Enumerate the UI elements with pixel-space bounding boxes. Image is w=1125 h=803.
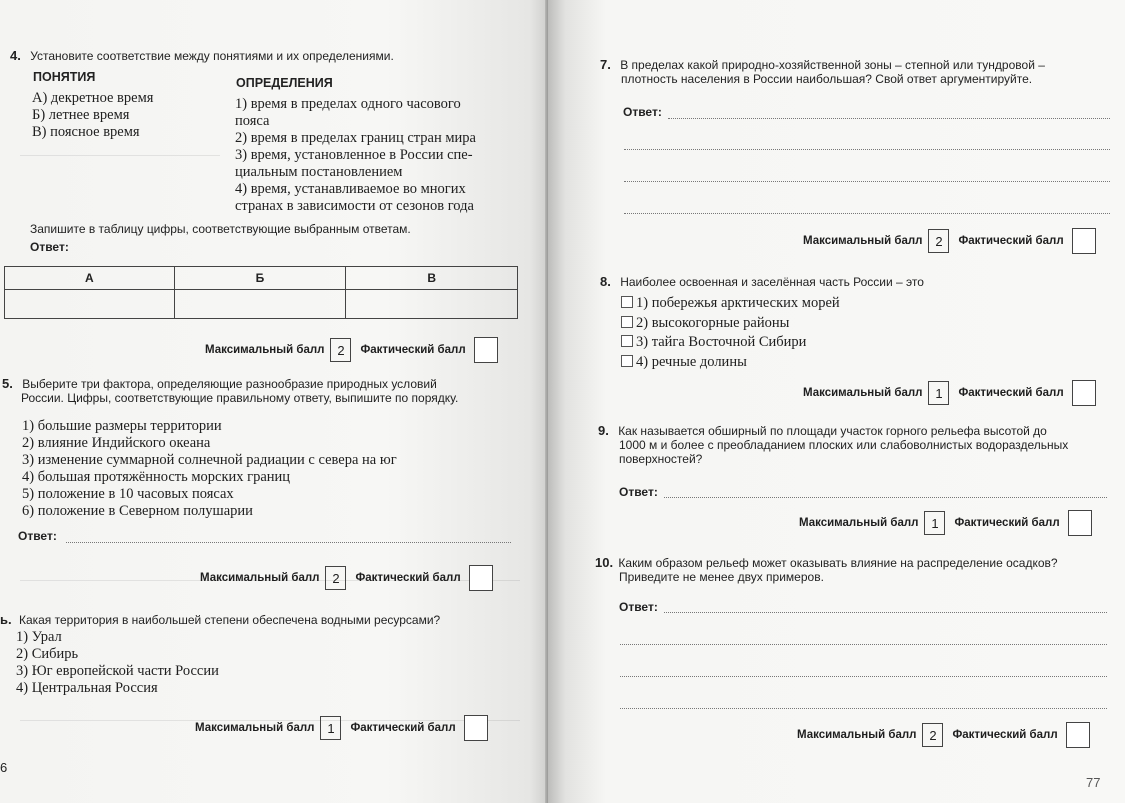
q4-definition-line: циальным постановлением: [235, 164, 403, 180]
q9-header: [598, 424, 1118, 466]
q7-answer-line[interactable]: [624, 181, 1110, 182]
q5-number: 5.: [2, 376, 13, 391]
q4-answer-cell-b[interactable]: [174, 290, 346, 319]
q7-answer-line[interactable]: [624, 149, 1110, 150]
q7-prompt-line1: В пределах какой природно-хозяйственной зоны – степной или тундровой –: [620, 58, 1045, 72]
q8-option[interactable]: 2) высокогорные районы: [621, 314, 840, 334]
q5-option: 1) большие размеры территории: [22, 418, 222, 434]
q7-number: 7.: [600, 57, 611, 72]
q6-number: ь.: [0, 612, 12, 627]
q5-option: 5) положение в 10 часовых поясах: [22, 486, 234, 502]
max-score-value: 1: [924, 511, 945, 535]
q5-score-row: [200, 565, 493, 591]
q4-definition-line: 4) время, устанавливаемое во многих: [235, 181, 466, 197]
max-score-value: 2: [330, 338, 351, 362]
q10-prompt-line1: Каким образом рельеф может оказывать влияние на распределение осадков?: [618, 556, 1058, 570]
q10-prompt-line2: Приведите не менее двух примеров.: [619, 570, 824, 584]
q4-concept-item: Б) летнее время: [32, 107, 130, 123]
max-score-label: Максимальный балл: [803, 235, 923, 247]
actual-score-box[interactable]: [1072, 380, 1096, 406]
q4-definition-line: 1) время в пределах одного часового: [235, 96, 461, 112]
max-score-value: 1: [928, 381, 949, 405]
max-score-label: Максимальный балл: [205, 344, 325, 356]
q4-definition-line: странах в зависимости от сезонов года: [235, 198, 474, 214]
q4-table-header-b: Б: [174, 267, 346, 290]
checkbox[interactable]: [621, 296, 633, 308]
q6-header: [0, 612, 440, 627]
actual-score-box[interactable]: [474, 337, 498, 363]
max-score-label: Максимальный балл: [799, 517, 919, 529]
actual-score-box[interactable]: [1068, 510, 1092, 536]
q4-header: [10, 48, 394, 63]
q4-number: 4.: [10, 48, 21, 63]
q5-prompt-line1: Выберите три фактора, определяющие разнообразие природных условий: [22, 377, 437, 391]
q6-prompt: Какая территория в наибольшей степени обеспечена водными ресурсами?: [18, 613, 441, 627]
q4-concept-item: В) поясное время: [32, 124, 140, 140]
q4-answer-cell-a[interactable]: [5, 290, 175, 319]
show-through-line: [20, 155, 220, 156]
q6-option: 3) Юг европейской части России: [16, 663, 219, 679]
q4-concepts-list: [32, 90, 153, 141]
max-score-label: Максимальный балл: [797, 729, 917, 741]
q8-options-list: [621, 294, 840, 372]
q4-definition-line: 2) время в пределах границ стран мира: [235, 130, 476, 146]
max-score-label: Максимальный балл: [195, 722, 315, 734]
q4-answer-label: Ответ:: [30, 240, 69, 254]
q9-prompt-line3: поверхностей?: [619, 452, 703, 466]
q10-header: [595, 556, 1115, 584]
q10-number: 10.: [595, 555, 614, 570]
actual-score-label: Фактический балл: [355, 572, 461, 584]
q5-option: 3) изменение суммарной солнечной радиации с севера на юг: [22, 452, 397, 468]
q9-answer-label: Ответ:: [619, 485, 658, 499]
q7-score-row: [803, 228, 1096, 254]
q8-option[interactable]: 4) речные долины: [621, 353, 840, 373]
q10-answer-label: Ответ:: [619, 600, 658, 614]
q9-prompt-line2: 1000 м и более с преобладанием плоских или слабоволнистых водораздельных: [619, 438, 1069, 452]
q10-answer-line[interactable]: [620, 708, 1107, 709]
q6-options-list: [16, 629, 219, 697]
q4-answer-table: [4, 266, 518, 319]
q8-option[interactable]: 3) тайга Восточной Сибири: [621, 333, 840, 353]
max-score-label: Максимальный балл: [803, 387, 923, 399]
right-page-number: 77: [1086, 775, 1101, 790]
q5-header: [2, 377, 522, 405]
q5-prompt-line2: России. Цифры, соответствующие правильному ответу, выпишите по порядку.: [21, 391, 459, 405]
actual-score-label: Фактический балл: [350, 722, 456, 734]
q5-option: 6) положение в Северном полушарии: [22, 503, 253, 519]
actual-score-label: Фактический балл: [952, 729, 1058, 741]
q6-score-row: [195, 715, 488, 741]
q5-option: 2) влияние Индийского океана: [22, 435, 211, 451]
q7-answer-line[interactable]: [668, 118, 1110, 119]
max-score-value: 2: [325, 566, 346, 590]
q9-answer-line[interactable]: [664, 497, 1107, 498]
actual-score-box[interactable]: [469, 565, 493, 591]
q4-definition-line: пояса: [235, 113, 270, 129]
actual-score-box[interactable]: [1072, 228, 1096, 254]
q4-prompt: Установите соответствие между понятиями и их определениями.: [30, 49, 394, 63]
q10-answer-line[interactable]: [620, 676, 1107, 677]
q4-score-row: [205, 337, 498, 363]
q5-answer-label: Ответ:: [18, 529, 57, 543]
q8-score-row: [803, 380, 1096, 406]
q5-option: 4) большая протяжённость морских границ: [22, 469, 291, 485]
max-score-value: 2: [928, 229, 949, 253]
q4-table-header-c: В: [346, 267, 518, 290]
q4-definitions-list: [235, 96, 530, 215]
q10-score-row: [797, 722, 1090, 748]
checkbox[interactable]: [621, 335, 633, 347]
checkbox[interactable]: [621, 316, 633, 328]
q4-concepts-header: ПОНЯТИЯ: [33, 70, 96, 84]
q6-option: 4) Центральная Россия: [16, 680, 158, 696]
q7-header: [600, 58, 1120, 86]
q10-answer-line[interactable]: [664, 612, 1107, 613]
q6-option: 1) Урал: [16, 629, 62, 645]
max-score-value: 2: [922, 723, 943, 747]
q9-number: 9.: [598, 423, 609, 438]
q10-answer-line[interactable]: [620, 644, 1107, 645]
actual-score-label: Фактический балл: [954, 517, 1060, 529]
max-score-label: Максимальный балл: [200, 572, 320, 584]
q8-number: 8.: [600, 274, 611, 289]
left-page-number: 6: [0, 760, 8, 775]
q5-answer-line[interactable]: [66, 542, 511, 543]
q7-prompt-line2: плотность населения в России наибольшая? Свой ответ аргументируйте.: [621, 72, 1033, 86]
q4-table-header-a: А: [5, 267, 175, 290]
actual-score-box[interactable]: [1066, 722, 1090, 748]
q5-options-list: [22, 418, 397, 520]
max-score-value: 1: [320, 716, 341, 740]
actual-score-label: Фактический балл: [958, 387, 1064, 399]
q4-answer-cell-c[interactable]: [346, 290, 518, 319]
right-page: [548, 0, 1125, 803]
q4-instruction: Запишите в таблицу цифры, соответствующие выбранным ответам.: [30, 222, 411, 236]
left-page: [0, 0, 552, 803]
actual-score-label: Фактический балл: [360, 344, 466, 356]
q8-prompt: Наиболее освоенная и заселённая часть России – это: [620, 275, 924, 289]
q6-option: 2) Сибирь: [16, 646, 79, 662]
actual-score-label: Фактический балл: [958, 235, 1064, 247]
q7-answer-line[interactable]: [624, 213, 1110, 214]
actual-score-box[interactable]: [464, 715, 488, 741]
q8-option[interactable]: 1) побережья арктических морей: [621, 294, 840, 314]
q9-prompt-line1: Как называется обширный по площади участок горного рельефа высотой до: [618, 424, 1047, 438]
checkbox[interactable]: [621, 355, 633, 367]
q9-score-row: [799, 510, 1092, 536]
q4-concept-item: А) декретное время: [32, 90, 154, 106]
q4-definitions-header: ОПРЕДЕЛЕНИЯ: [236, 76, 333, 90]
q8-header: [600, 274, 924, 289]
q4-definition-line: 3) время, установленное в России спе-: [235, 147, 473, 163]
q7-answer-label: Ответ:: [623, 105, 662, 119]
